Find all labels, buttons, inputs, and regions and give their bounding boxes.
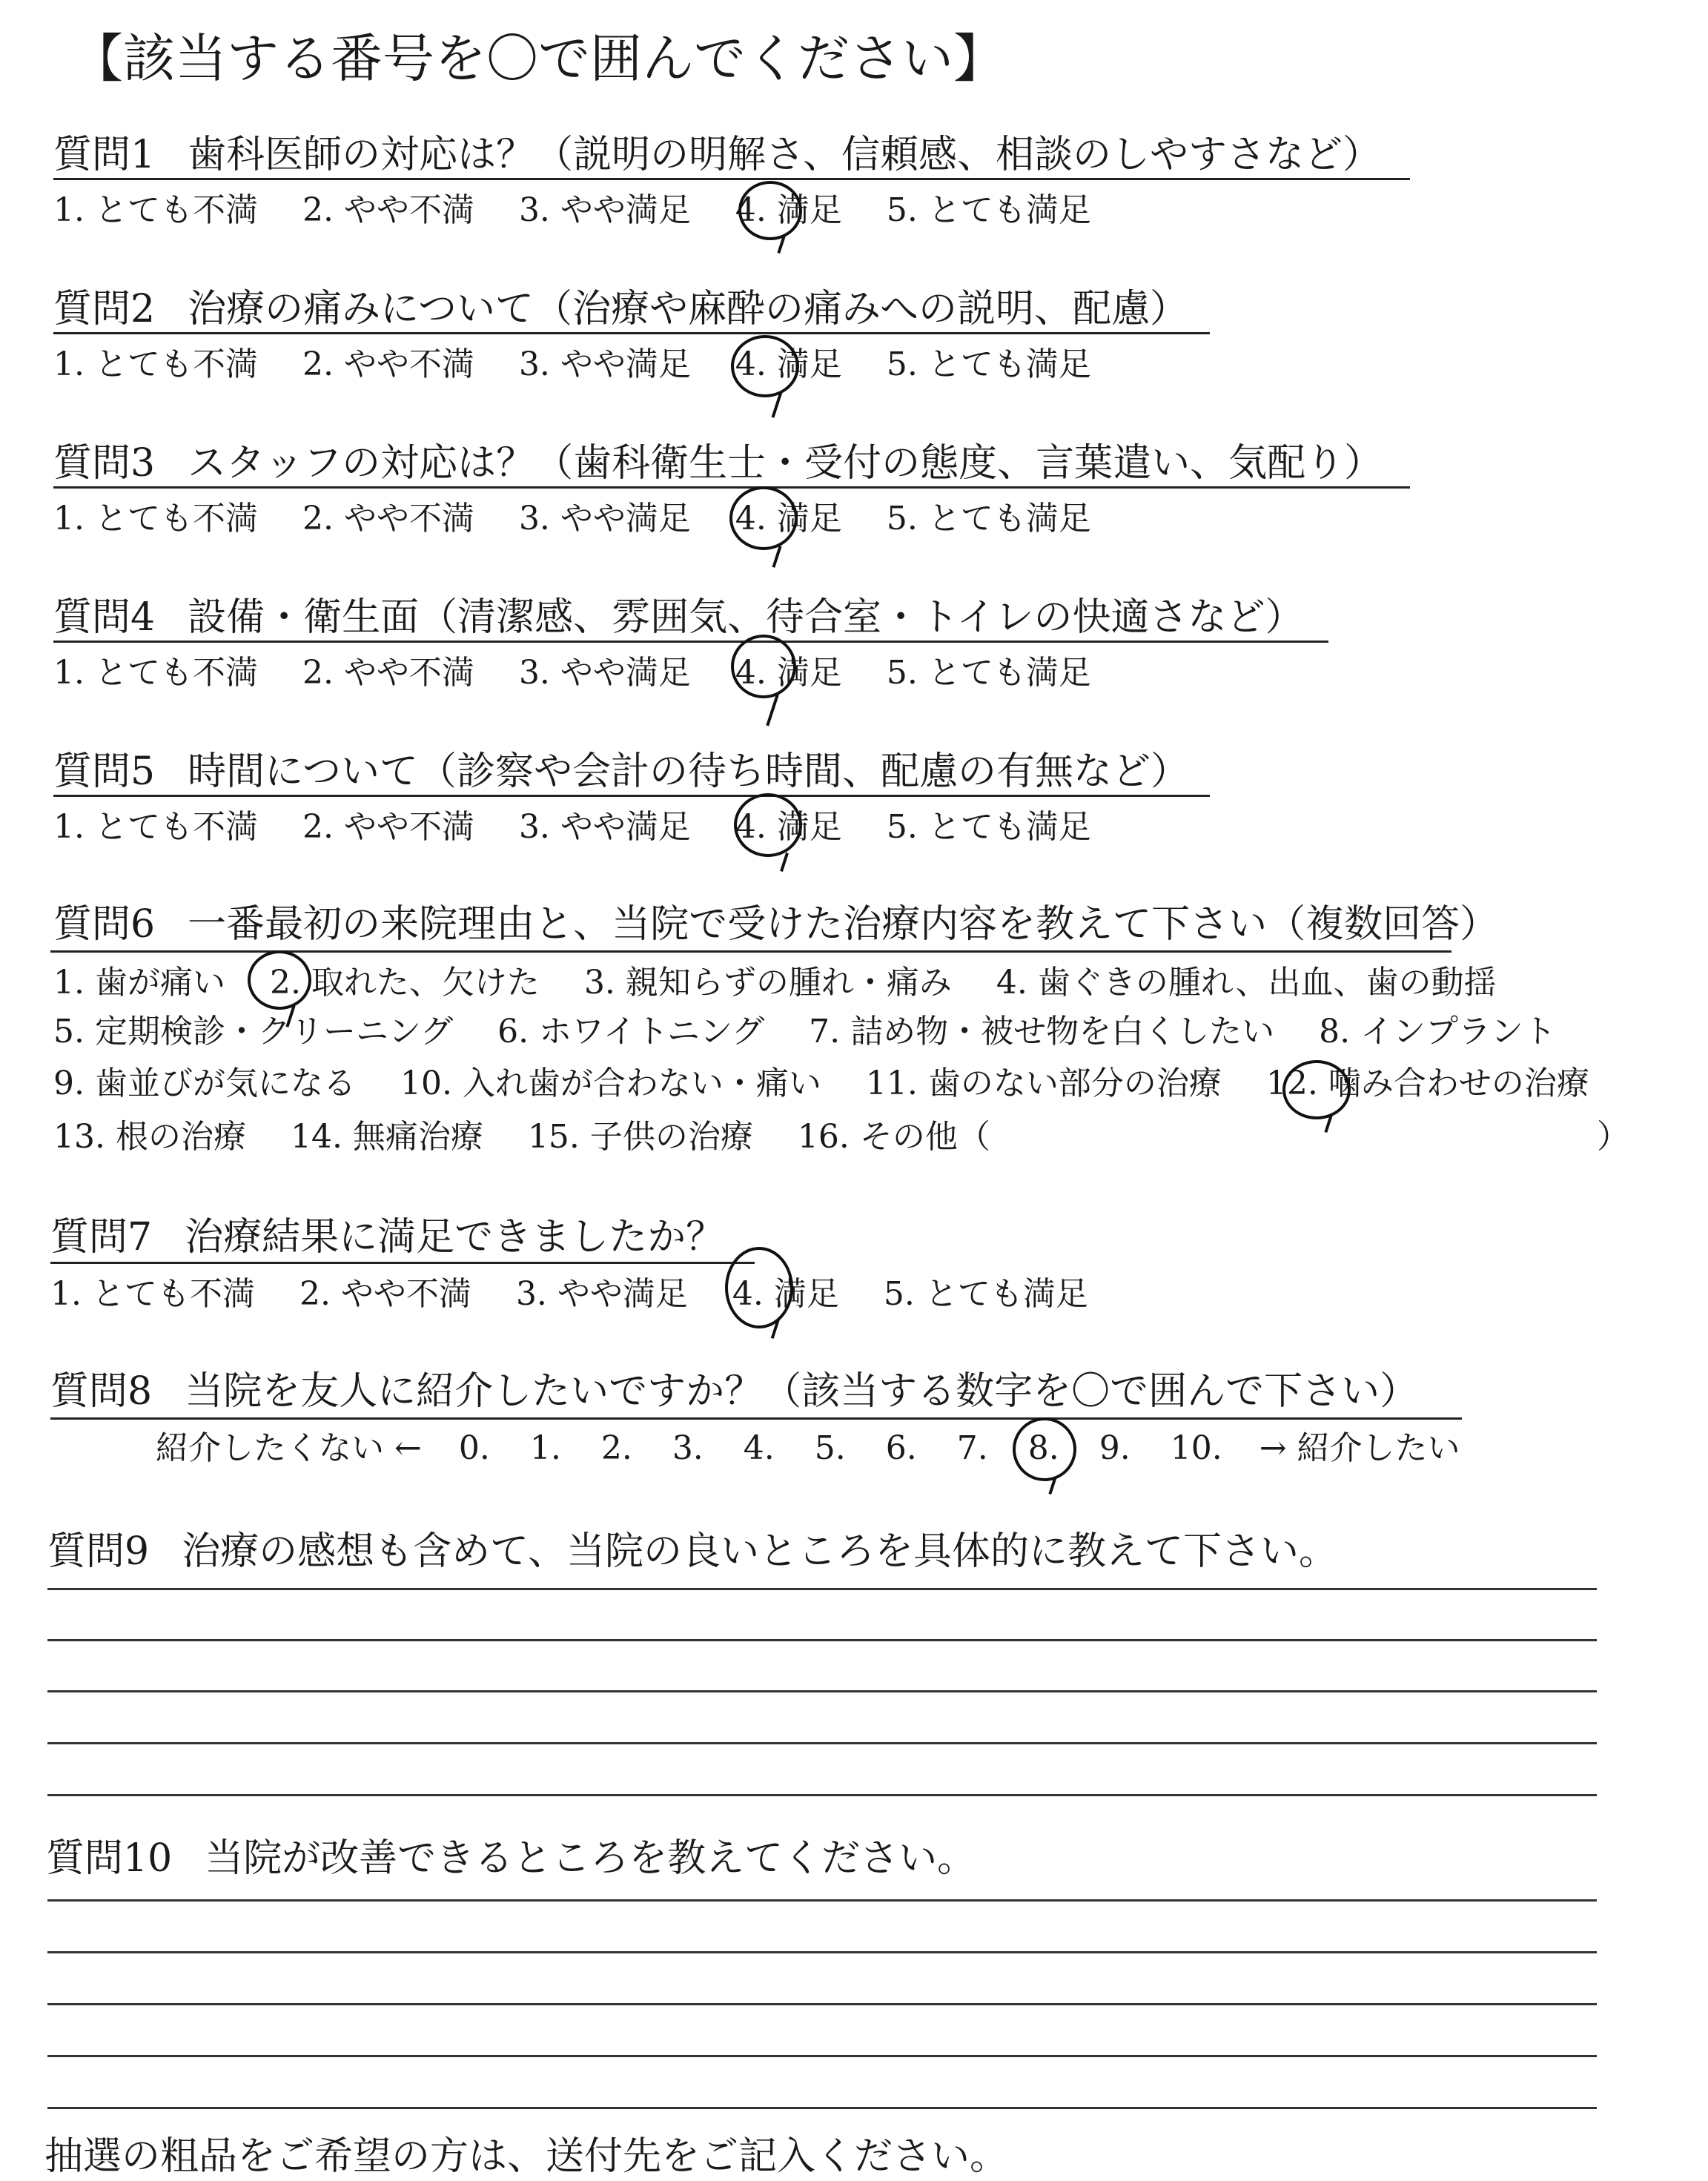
- q4-option-4[interactable]: 4. 満足: [735, 654, 842, 692]
- question-6-row-2: [53, 1011, 1556, 1053]
- q8-scale-left-label: 紹介したくない ←: [156, 1429, 422, 1467]
- question-6: [53, 900, 1498, 949]
- q5-option-1[interactable]: 1. とても不満: [53, 808, 258, 846]
- prize-request-note: 抽選の粗品をご希望の方は、送付先をご記入ください。: [44, 2134, 1009, 2179]
- question-6-label: 質問6: [53, 902, 156, 947]
- question-1-underline: [53, 178, 1410, 180]
- question-4: [53, 593, 1304, 642]
- q6-option-14[interactable]: 14. 無痛治療: [290, 1118, 483, 1156]
- question-8-text: 当院を友人に紹介したいですか？（該当する数字を〇で囲んで下さい）: [185, 1369, 1419, 1414]
- q3-option-5[interactable]: 5. とても満足: [886, 500, 1091, 537]
- q3-option-1[interactable]: 1. とても不満: [53, 500, 258, 537]
- q2-option-2[interactable]: 2. やや不満: [302, 345, 474, 383]
- q5-option-4[interactable]: 4. 満足: [735, 808, 842, 846]
- q6-option-10[interactable]: 10. 入れ歯が合わない・痛い: [400, 1065, 821, 1102]
- q8-score-10[interactable]: 10.: [1170, 1429, 1222, 1467]
- q9-answer-line-5[interactable]: [47, 1794, 1597, 1796]
- q3-option-4[interactable]: 4. 満足: [735, 500, 842, 537]
- q7-option-4[interactable]: 4. 満足: [732, 1275, 839, 1313]
- question-8-label: 質問8: [50, 1369, 153, 1414]
- q6-answer-tail-12: [1324, 1115, 1332, 1133]
- q6-other-close-paren: ）: [1597, 1118, 1629, 1156]
- question-1-options: [53, 190, 1091, 231]
- question-6-text: 一番最初の来院理由と、当院で受けた治療内容を教えて下さい（複数回答）: [188, 902, 1499, 947]
- question-8-scale: [156, 1428, 1460, 1469]
- q3-option-3[interactable]: 3. やや満足: [518, 500, 691, 537]
- q6-option-1[interactable]: 1. 歯が痛い: [53, 964, 225, 1002]
- q8-score-6[interactable]: 6.: [885, 1429, 917, 1467]
- q10-answer-line-5[interactable]: [47, 2107, 1597, 2109]
- question-4-label: 質問4: [53, 595, 156, 640]
- q1-option-3[interactable]: 3. やや満足: [518, 191, 691, 229]
- q9-answer-line-2[interactable]: [47, 1639, 1597, 1641]
- q3-answer-tail: [772, 546, 781, 568]
- q1-option-2[interactable]: 2. やや不満: [302, 191, 474, 229]
- q8-score-1[interactable]: 1.: [529, 1429, 561, 1467]
- q6-option-2[interactable]: 2. 取れた、欠けた: [269, 964, 540, 1002]
- q2-option-4[interactable]: 4. 満足: [735, 345, 842, 383]
- q5-option-3[interactable]: 3. やや満足: [518, 808, 691, 846]
- question-7-label: 質問7: [50, 1215, 153, 1260]
- q5-option-2[interactable]: 2. やや不満: [302, 808, 474, 846]
- q9-answer-line-1[interactable]: [47, 1588, 1597, 1590]
- q7-option-2[interactable]: 2. やや不満: [299, 1275, 471, 1313]
- question-1: [53, 130, 1381, 179]
- q6-option-4[interactable]: 4. 歯ぐきの腫れ、出血、歯の動揺: [996, 964, 1497, 1002]
- question-7-options: [50, 1274, 1088, 1315]
- question-5-text: 時間について（診察や会計の待ち時間、配慮の有無など）: [188, 749, 1190, 794]
- q2-answer-tail: [772, 391, 783, 417]
- q6-option-6[interactable]: 6. ホワイトニング: [497, 1013, 765, 1050]
- question-5: [53, 747, 1189, 796]
- question-9: [47, 1527, 1337, 1576]
- q1-option-4[interactable]: 4. 満足: [735, 191, 842, 229]
- question-5-label: 質問5: [53, 749, 156, 794]
- question-4-options: [53, 652, 1091, 694]
- question-7-text: 治療結果に満足できましたか？: [185, 1215, 725, 1260]
- q6-option-5[interactable]: 5. 定期検診・クリーニング: [53, 1013, 454, 1050]
- question-7-underline: [50, 1262, 755, 1264]
- q8-score-9[interactable]: 9.: [1099, 1429, 1131, 1467]
- q8-answer-tail: [1048, 1477, 1056, 1495]
- q5-option-5[interactable]: 5. とても満足: [886, 808, 1091, 846]
- q4-option-2[interactable]: 2. やや不満: [302, 654, 474, 692]
- q9-answer-line-3[interactable]: [47, 1690, 1597, 1692]
- question-4-text: 設備・衛生面（清潔感、雰囲気、待合室・トイレの快適さなど）: [188, 595, 1304, 640]
- q6-option-7[interactable]: 7. 詰め物・被せ物を白くしたい: [809, 1013, 1275, 1050]
- question-6-row-1: [53, 962, 1497, 1004]
- question-3-text: スタッフの対応は？（歯科衛生士・受付の態度、言葉遣い、気配り）: [188, 441, 1383, 486]
- q6-option-8[interactable]: 8. インプラント: [1319, 1013, 1557, 1050]
- question-9-text: 治療の感想も含めて、当院の良いところを具体的に教えて下さい。: [182, 1529, 1338, 1574]
- question-2-options: [53, 344, 1091, 385]
- question-4-underline: [53, 641, 1328, 643]
- q8-score-3[interactable]: 3.: [672, 1429, 704, 1467]
- question-5-options: [53, 807, 1091, 848]
- question-1-label: 質問1: [53, 133, 156, 177]
- q2-option-5[interactable]: 5. とても満足: [886, 345, 1091, 383]
- q8-score-0[interactable]: 0.: [458, 1429, 490, 1467]
- q7-option-5[interactable]: 5. とても満足: [883, 1275, 1088, 1313]
- q6-option-15[interactable]: 15. 子供の治療: [527, 1118, 753, 1156]
- q7-option-3[interactable]: 3. やや満足: [515, 1275, 688, 1313]
- q8-score-5[interactable]: 5.: [814, 1429, 846, 1467]
- question-2-underline: [53, 332, 1210, 334]
- q10-answer-line-3[interactable]: [47, 2003, 1597, 2005]
- question-3-label: 質問3: [53, 441, 156, 486]
- q3-option-2[interactable]: 2. やや不満: [302, 500, 474, 537]
- question-1-text: 歯科医師の対応は？（説明の明解さ、信頼感、相談のしやすさなど）: [188, 133, 1382, 177]
- question-6-row-4: [53, 1116, 990, 1158]
- q6-option-12[interactable]: 12. 噛み合わせの治療: [1265, 1065, 1589, 1102]
- q6-option-9[interactable]: 9. 歯並びが気になる: [53, 1065, 356, 1102]
- q6-option-16[interactable]: 16. その他（: [797, 1118, 990, 1156]
- q8-score-4[interactable]: 4.: [743, 1429, 775, 1467]
- question-6-row-3: [53, 1063, 1589, 1105]
- question-2-text: 治療の痛みについて（治療や麻酔の痛みへの説明、配慮）: [188, 287, 1189, 331]
- q4-option-5[interactable]: 5. とても満足: [886, 654, 1091, 692]
- q4-answer-tail: [766, 694, 778, 726]
- q2-option-3[interactable]: 3. やや満足: [518, 345, 691, 383]
- question-10-text: 当院が改善できるところを教えてください。: [205, 1836, 976, 1881]
- question-5-underline: [53, 795, 1210, 797]
- question-3-underline: [53, 486, 1410, 489]
- q2-option-1[interactable]: 1. とても不満: [53, 345, 258, 383]
- question-9-label: 質問9: [47, 1529, 150, 1574]
- q4-option-1[interactable]: 1. とても不満: [53, 654, 258, 692]
- q4-option-3[interactable]: 3. やや満足: [518, 654, 691, 692]
- q10-answer-line-4[interactable]: [47, 2055, 1597, 2057]
- question-6-underline: [50, 950, 1452, 953]
- question-3: [53, 439, 1383, 488]
- q8-score-2[interactable]: 2.: [600, 1429, 632, 1467]
- q6-option-3[interactable]: 3. 親知らずの腫れ・痛み: [583, 964, 952, 1002]
- q10-answer-line-2[interactable]: [47, 1951, 1597, 1953]
- q8-score-8[interactable]: 8.: [1027, 1429, 1059, 1467]
- q6-option-13[interactable]: 13. 根の治療: [53, 1118, 246, 1156]
- question-2: [53, 285, 1188, 334]
- question-7: [50, 1213, 724, 1262]
- q7-answer-tail: [771, 1318, 780, 1339]
- question-10-label: 質問10: [46, 1836, 173, 1881]
- q5-answer-tail: [780, 853, 789, 872]
- question-10: [46, 1834, 976, 1883]
- q1-option-1[interactable]: 1. とても不満: [53, 191, 258, 229]
- question-3-options: [53, 498, 1091, 540]
- q1-option-5[interactable]: 5. とても満足: [886, 191, 1091, 229]
- question-8-underline: [50, 1417, 1462, 1420]
- q8-scale-right-label: → 紹介したい: [1259, 1429, 1460, 1467]
- q7-option-1[interactable]: 1. とても不満: [50, 1275, 255, 1313]
- q6-option-11[interactable]: 11. 歯のない部分の治療: [865, 1065, 1222, 1102]
- q9-answer-line-4[interactable]: [47, 1742, 1597, 1744]
- question-2-label: 質問2: [53, 287, 156, 331]
- q8-score-7[interactable]: 7.: [956, 1429, 988, 1467]
- question-8: [50, 1367, 1418, 1416]
- form-title: 【該当する番号を〇で囲んでください】: [71, 28, 1005, 89]
- q1-answer-tail: [777, 236, 785, 254]
- q10-answer-line-1[interactable]: [47, 1899, 1597, 1902]
